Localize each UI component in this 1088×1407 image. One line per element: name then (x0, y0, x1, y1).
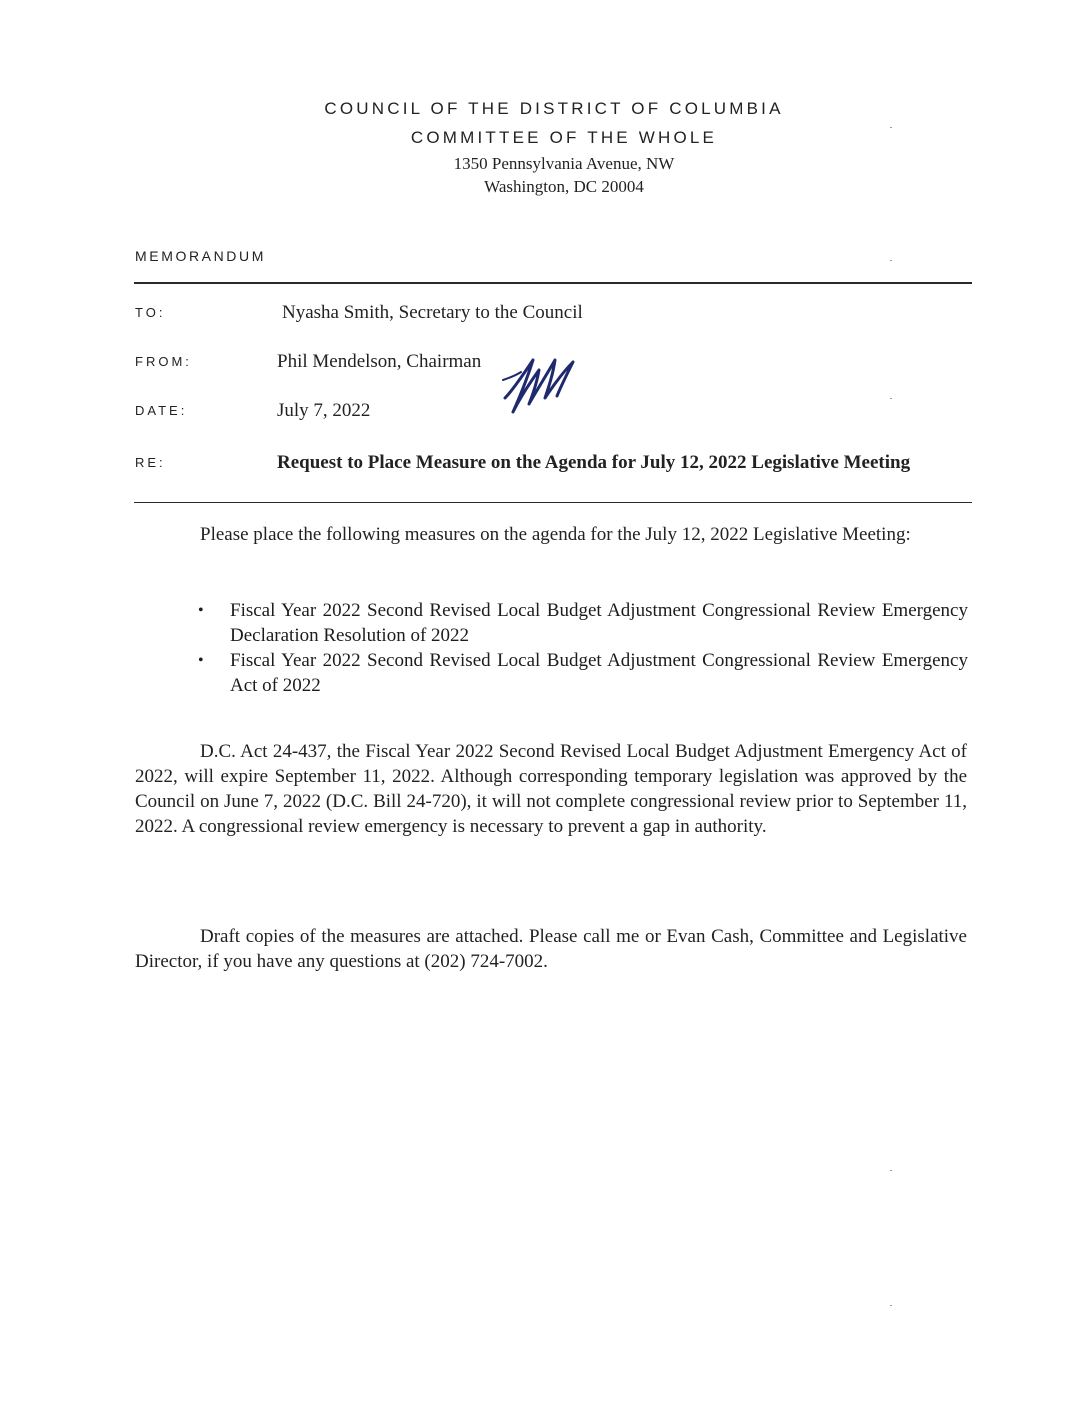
address-line-2: Washington, DC 20004 (484, 177, 644, 196)
date-value: July 7, 2022 (277, 400, 371, 421)
scan-speck (890, 127, 892, 128)
header-divider-top (134, 282, 972, 284)
signature-initials (495, 350, 585, 418)
address-line-1: 1350 Pennsylvania Avenue, NW (453, 154, 675, 173)
council-name: COUNCIL OF THE DISTRICT OF COLUMBIA (324, 99, 784, 118)
measure-text: Fiscal Year 2022 Second Revised Local Budget Adjustment Congressional Review Emergency Act of 2022 (230, 650, 968, 696)
scan-speck (890, 398, 892, 399)
list-item (198, 648, 968, 698)
letterhead (0, 94, 1088, 198)
act-expiry-paragraph: D.C. Act 24-437, the Fiscal Year 2022 Second Revised Local Budget Adjustment Emergency Act of 2022, will expire September 11, 2022. Although corresponding temporary legislation was approved by the Council on June 7, 2022 (D.C. Bill 24-720), it will not complete congressional review prior to September 11, 2022. A congressional review emergency is necessary to prevent a gap in authority. (135, 741, 967, 837)
re-value: Request to Place Measure on the Agenda for July 12, 2022 Legislative Meeting (277, 452, 911, 473)
contact-paragraph: Draft copies of the measures are attached. Please call me or Evan Cash, Committee and Legislative Director, if you have any questions at (202) 724-7002. (135, 926, 967, 972)
measure-text: Fiscal Year 2022 Second Revised Local Budget Adjustment Congressional Review Emergency Declaration Resolution of 2022 (230, 600, 968, 646)
from-value: Phil Mendelson, Chairman (277, 351, 482, 372)
from-label: FROM: (135, 354, 192, 369)
scan-speck (890, 260, 892, 261)
scan-speck (890, 1305, 892, 1306)
bullet-icon: • (198, 602, 204, 619)
date-label: DATE: (135, 403, 188, 418)
re-label: RE: (135, 455, 166, 470)
header-divider-bottom (134, 502, 972, 503)
bullet-icon: • (198, 652, 204, 669)
scan-speck (890, 1170, 892, 1171)
memo-title: MEMORANDUM (135, 248, 266, 264)
committee-name: COMMITTEE OF THE WHOLE (410, 128, 718, 147)
measures-list (198, 598, 968, 698)
to-label: TO: (135, 305, 166, 320)
list-item (198, 598, 968, 648)
to-value: Nyasha Smith, Secretary to the Council (282, 302, 583, 323)
intro-paragraph: Please place the following measures on the agenda for the July 12, 2022 Legislative Meeting: (200, 524, 911, 545)
